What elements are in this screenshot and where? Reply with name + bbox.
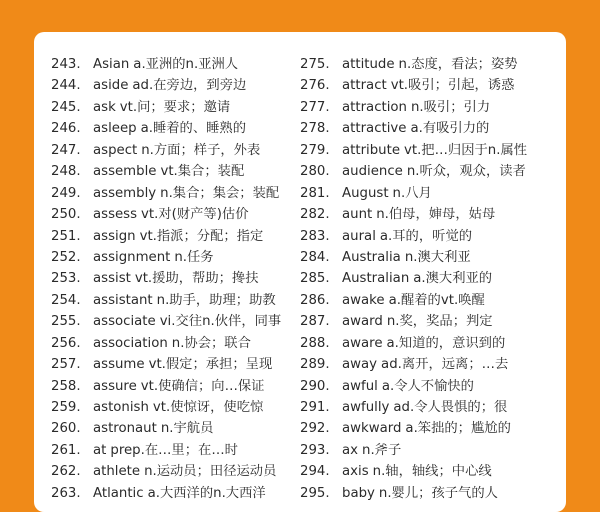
vocab-entry [51, 97, 301, 118]
entry-number: 277. [300, 99, 330, 115]
entry-number: 245. [51, 99, 81, 115]
entry-word: assembly [93, 185, 157, 201]
vocab-entry [51, 333, 301, 354]
entry-word: Atlantic [93, 485, 144, 501]
entry-word: assignment [93, 249, 171, 265]
entry-number: 255. [51, 314, 81, 330]
entry-number: 295. [300, 485, 330, 501]
entry-definition: n.吸引；引力 [410, 99, 491, 115]
entry-word: assume [93, 357, 145, 373]
vocab-entry [51, 226, 301, 247]
vocab-entry [300, 247, 560, 268]
vocab-entry [300, 118, 560, 139]
entry-definition: vt.问；要求；邀请 [119, 99, 231, 115]
entry-number: 256. [51, 335, 81, 351]
left-column [51, 54, 301, 504]
entry-definition: a.醒着的vt.唤醒 [388, 292, 485, 308]
vocab-entry [300, 161, 560, 182]
entry-definition: a.知道的，意识到的 [386, 335, 506, 351]
entry-number: 260. [51, 421, 81, 437]
right-column [300, 54, 560, 504]
entry-definition: vt.使惊讶，使吃惊 [152, 400, 264, 415]
entry-definition: n.方面；样子，外表 [141, 142, 261, 158]
entry-definition: n.婴儿；孩子气的人 [378, 485, 498, 501]
entry-definition: n.听众，观众，读者 [406, 164, 526, 180]
vocab-entry [51, 183, 301, 204]
entry-definition: a.亚洲的n.亚洲人 [133, 57, 239, 72]
entry-definition: n.奖，奖品；判定 [386, 314, 493, 330]
entry-word: baby [342, 485, 375, 501]
vocab-entry [51, 397, 301, 418]
vocab-entry [51, 54, 301, 75]
entry-definition: n.运动员；田径运动员 [144, 464, 277, 480]
entry-number: 243. [51, 57, 81, 72]
entry-word: assistant [93, 292, 153, 308]
entry-number: 247. [51, 142, 81, 158]
entry-definition: a.耳的，听觉的 [379, 228, 473, 244]
entry-number: 281. [300, 185, 330, 201]
entry-word: association [93, 335, 168, 351]
entry-number: 276. [300, 78, 330, 94]
vocab-entry [300, 397, 560, 418]
entry-word: attract [342, 78, 387, 94]
entry-number: 251. [51, 228, 81, 244]
entry-definition: n.助手，助理；助教 [156, 292, 276, 308]
vocabulary-card [34, 32, 566, 512]
entry-definition: n.集合；集会；装配 [160, 185, 280, 201]
entry-number: 248. [51, 164, 81, 180]
entry-number: 293. [300, 442, 330, 458]
entry-definition: a.大西洋的n.大西洋 [147, 485, 266, 501]
entry-definition: ad.在旁边，到旁边 [132, 78, 247, 94]
entry-number: 253. [51, 271, 81, 287]
entry-number: 254. [51, 292, 81, 308]
entry-word: awfully [342, 400, 390, 415]
entry-definition: prep.在…里；在…时 [110, 442, 238, 458]
vocab-entry [300, 75, 560, 96]
entry-number: 246. [51, 121, 81, 137]
vocab-entry [51, 75, 301, 96]
entry-word: attraction [342, 99, 407, 115]
entry-definition: vt.援助，帮助；搀扶 [134, 271, 259, 287]
entry-word: ask [93, 99, 116, 115]
entry-word: awkward [342, 421, 402, 437]
entry-word: attribute [342, 142, 400, 158]
entry-number: 258. [51, 378, 81, 394]
entry-number: 282. [300, 207, 330, 223]
entry-word: assure [93, 378, 137, 394]
vocab-entry [300, 140, 560, 161]
vocab-entry [300, 333, 560, 354]
entry-word: at [93, 442, 107, 458]
entry-word: away [342, 357, 378, 373]
vocab-entry [300, 268, 560, 289]
vocab-entry [300, 483, 560, 504]
vocab-entry [51, 161, 301, 182]
entry-definition: vt.把…归因于n.属性 [404, 142, 528, 158]
entry-definition: n.轴，轴线；中心线 [372, 464, 492, 480]
vocab-entry [300, 440, 560, 461]
entry-number: 252. [51, 249, 81, 265]
entry-word: astonish [93, 400, 149, 415]
entry-word: award [342, 314, 383, 330]
vocab-entry [51, 311, 301, 332]
entry-word: astronaut [93, 421, 157, 437]
entry-number: 294. [300, 464, 330, 480]
vocab-entry [300, 311, 560, 332]
entry-word: assess [93, 207, 138, 223]
entry-word: aware [342, 335, 383, 351]
entry-definition: vt.吸引；引起，诱惑 [390, 78, 515, 94]
vocab-entry [51, 247, 301, 268]
vocab-entry [300, 183, 560, 204]
entry-word: attitude [342, 57, 395, 72]
vocab-entry [51, 418, 301, 439]
entry-word: assign [93, 228, 136, 244]
vocab-entry [51, 140, 301, 161]
entry-definition: vt.指派；分配；指定 [139, 228, 264, 244]
entry-word: audience [342, 164, 403, 180]
entry-definition: a.令人不愉快的 [381, 378, 474, 394]
entry-number: 244. [51, 78, 81, 94]
entry-number: 291. [300, 400, 330, 415]
vocab-entry [300, 376, 560, 397]
entry-word: associate [93, 314, 156, 330]
entry-word: assist [93, 271, 131, 287]
entry-definition: vi.交往n.伙伴，同事 [159, 314, 282, 330]
entry-definition: n.澳大利亚 [404, 249, 471, 265]
entry-word: awful [342, 378, 378, 394]
vocab-entry [51, 354, 301, 375]
vocab-entry [51, 290, 301, 311]
entry-definition: n.任务 [174, 249, 214, 265]
entry-number: 279. [300, 142, 330, 158]
entry-word: awake [342, 292, 385, 308]
entry-definition: vt.对(财产等)估价 [141, 207, 249, 223]
entry-word: axis [342, 464, 369, 480]
vocab-entry [300, 354, 560, 375]
entry-word: assemble [93, 164, 157, 180]
entry-definition: n.伯母，婶母，姑母 [376, 207, 496, 223]
entry-definition: n.斧子 [362, 442, 402, 458]
entry-word: August [342, 185, 389, 201]
entry-number: 284. [300, 249, 330, 265]
entry-word: aside [93, 78, 129, 94]
entry-definition: n.宇航员 [160, 421, 214, 437]
vocab-entry [300, 54, 560, 75]
vocab-entry [51, 268, 301, 289]
entry-definition: vt.假定；承担；呈现 [148, 357, 273, 373]
vocab-entry [300, 418, 560, 439]
vocab-entry [51, 376, 301, 397]
entry-number: 289. [300, 357, 330, 373]
entry-word: Asian [93, 57, 130, 72]
entry-number: 278. [300, 121, 330, 137]
entry-number: 262. [51, 464, 81, 480]
entry-definition: ad.离开，远离；…去 [381, 357, 509, 373]
vocab-entry [300, 97, 560, 118]
vocab-entry [51, 118, 301, 139]
entry-definition: a.有吸引力的 [410, 121, 490, 137]
entry-definition: ad.令人畏惧的；很 [393, 400, 508, 415]
vocab-entry [51, 483, 301, 504]
entry-definition: vt.集合；装配 [160, 164, 245, 180]
entry-definition: a.笨拙的；尴尬的 [405, 421, 511, 437]
entry-number: 250. [51, 207, 81, 223]
vocab-entry [300, 226, 560, 247]
vocab-entry [51, 440, 301, 461]
entry-word: Australian [342, 271, 410, 287]
vocab-entry [51, 461, 301, 482]
entry-word: Australia [342, 249, 401, 265]
entry-number: 290. [300, 378, 330, 394]
entry-number: 292. [300, 421, 330, 437]
entry-word: aural [342, 228, 376, 244]
entry-word: attractive [342, 121, 407, 137]
entry-number: 259. [51, 400, 81, 415]
entry-number: 280. [300, 164, 330, 180]
vocab-entry [300, 461, 560, 482]
entry-number: 261. [51, 442, 81, 458]
vocab-entry [300, 290, 560, 311]
vocab-entry [300, 204, 560, 225]
entry-word: asleep [93, 121, 137, 137]
vocab-entry [51, 204, 301, 225]
entry-word: aunt [342, 207, 373, 223]
entry-number: 263. [51, 485, 81, 501]
entry-word: athlete [93, 464, 141, 480]
entry-number: 287. [300, 314, 330, 330]
entry-definition: n.协会；联合 [171, 335, 251, 351]
entry-definition: n.态度，看法；姿势 [398, 57, 518, 72]
entry-word: aspect [93, 142, 138, 158]
entry-definition: a.睡着的、睡熟的 [140, 121, 247, 137]
entry-definition: n.八月 [392, 185, 432, 201]
entry-number: 286. [300, 292, 330, 308]
entry-number: 285. [300, 271, 330, 287]
entry-number: 275. [300, 57, 330, 72]
entry-number: 257. [51, 357, 81, 373]
entry-word: ax [342, 442, 359, 458]
entry-number: 288. [300, 335, 330, 351]
entry-definition: a.澳大利亚的 [413, 271, 493, 287]
entry-definition: vt.使确信；向…保证 [140, 378, 265, 394]
entry-number: 249. [51, 185, 81, 201]
entry-number: 283. [300, 228, 330, 244]
